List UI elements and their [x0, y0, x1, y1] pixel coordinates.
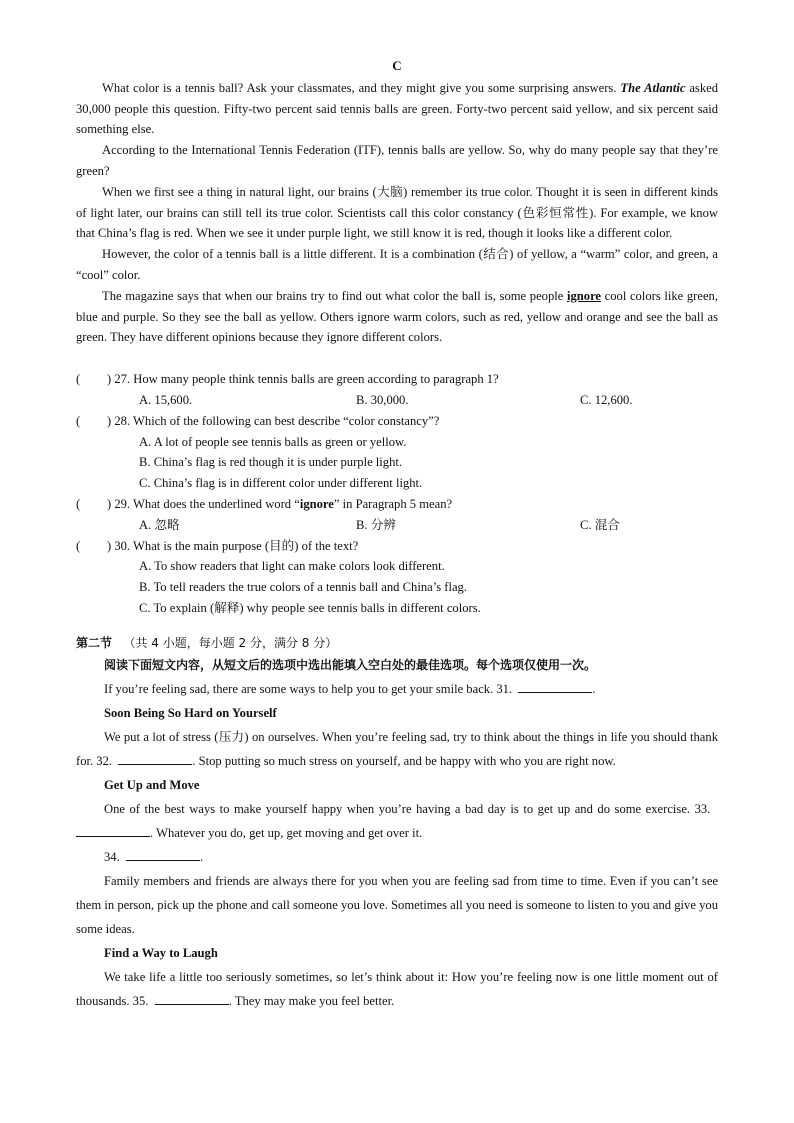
sub-paragraph-3: Family members and friends are always there for you when you are feeling sad from time to time. Even if you can’t see them in person, pick up the phone and call someone you love. Sometimes all you need is someone to listen to you and give you some ideas.	[76, 873, 718, 936]
section-2-title: 第二节	[76, 635, 113, 650]
option-c: C. China’s flag is in different color under different light.	[139, 476, 423, 491]
blank-34[interactable]	[126, 846, 200, 861]
answer-paren[interactable]: (	[76, 496, 81, 511]
sub-paragraph-2-text-b: . Whatever you do, get up, get moving and get over it.	[150, 825, 423, 840]
paragraph-5-text-a: The magazine says that when our brains try to find out what color the ball is, some people	[102, 288, 567, 303]
magazine-name: The Atlantic	[620, 80, 686, 95]
sub-paragraph-1-text-a: We put a lot of stress (压力) on ourselves. When you’re feeling sad, try to think about the things in life you should thank for. 32.	[76, 729, 718, 768]
sub-paragraph-1	[76, 725, 718, 773]
sub-paragraph-2-text-a: One of the best ways to make yourself happy when you’re having a bad day is to get up and do some exercise. 33.	[104, 801, 711, 816]
number-34: 34.	[104, 849, 120, 864]
sub-paragraph-4	[76, 965, 718, 1013]
sub-paragraph-4-text-b: . They may make you feel better.	[228, 993, 395, 1008]
intro-dot: .	[592, 681, 596, 696]
option-a: A. A lot of people see tennis balls as green or yellow.	[139, 434, 407, 449]
option-b: B. 30,000.	[356, 392, 409, 407]
question-29	[76, 494, 718, 515]
question-28	[76, 411, 718, 432]
paragraph-1-text-b: asked 30,000 people this question. Fifty-two percent said tennis balls are green. Forty-two percent said yellow, and six percent said something else.	[76, 80, 719, 137]
answer-paren[interactable]: (	[76, 538, 81, 553]
subheading-3: Find a Way to Laugh	[104, 945, 218, 960]
answer-paren[interactable]: (	[76, 372, 81, 387]
sub-paragraph-1-text-b: . Stop putting so much stress on yourself, and be happy with who you are right now.	[192, 753, 616, 768]
option-a: A. 忽略	[139, 517, 180, 532]
question-30	[76, 536, 718, 557]
question-29-text	[107, 494, 452, 515]
question-29-text-b: ” in Paragraph 5 mean?	[333, 496, 453, 511]
paragraph-5	[76, 286, 718, 348]
option-c: C. 12,600.	[580, 392, 633, 407]
section-2-instruction: 阅读下面短文内容，从短文后的选项中选出能填入空白处的最佳选项。每个选项仅使用一次。	[104, 657, 597, 672]
paragraph-3: When we first see a thing in natural light, our brains (大脑) remember its true color. Thought it is seen in different kinds of light later, our brains can still tell its true color. Scientists call this color constancy (色彩恒常性). For example, we know that China’s flag is red. When we see it under purple light, we still know it is red, though it looks like a different color.	[76, 184, 718, 241]
sub-paragraph-4-text-a: We take life a little too seriously sometimes, so let’s think about it: How you’re feeling now is one little moment out of thousands. 35.	[76, 969, 718, 1008]
question-27-text: ) 27. How many people think tennis balls are green according to paragraph 1?	[107, 372, 499, 387]
dot-34: .	[200, 849, 204, 864]
option-a: A. 15,600.	[139, 392, 193, 407]
question-29-word: ignore	[299, 496, 334, 511]
exam-page	[76, 56, 718, 1013]
question-27	[76, 369, 718, 390]
paragraph-1-text-a: What color is a tennis ball? Ask your classmates, and they might give you some surprising answers.	[102, 80, 621, 95]
blank-35[interactable]	[155, 990, 229, 1005]
intro-text: If you’re feeling sad, there are some ways to help you to get your smile back. 31.	[104, 681, 513, 696]
paragraph-4: However, the color of a tennis ball is a little different. It is a combination (结合) of yellow, a “warm” color, and green, a “cool” color.	[76, 247, 718, 282]
question-27-options	[76, 390, 718, 411]
blank-33[interactable]	[76, 822, 150, 837]
question-28-text: ) 28. Which of the following can best describe “color constancy”?	[107, 413, 440, 428]
paragraph-5-text-b: cool colors like green, blue and purple. So they see the ball as yellow. Others ignore warm colors, such as red, yellow and orange and see the ball as green. They have different opinions because they ignore different colors.	[76, 288, 718, 345]
question-30-text: ) 30. What is the main purpose (目的) of the text?	[107, 538, 359, 553]
subheading-1: Soon Being So Hard on Yourself	[104, 705, 277, 720]
subheading-2: Get Up and Move	[104, 777, 200, 792]
paragraph-1	[76, 78, 718, 140]
option-c: C. 混合	[580, 517, 620, 532]
question-29-options	[76, 515, 718, 536]
question-29-text-a: ) 29. What does the underlined word “	[107, 496, 300, 511]
underlined-word: ignore	[566, 288, 602, 303]
intro-paragraph	[76, 677, 718, 701]
option-b: B. To tell readers the true colors of a tennis ball and China’s flag.	[139, 580, 467, 595]
answer-paren[interactable]: (	[76, 413, 81, 428]
blank-32[interactable]	[118, 750, 192, 765]
passage-letter: C	[392, 58, 402, 73]
paragraph-2: According to the International Tennis Federation (ITF), tennis balls are yellow. So, why do many people say that they’re green?	[76, 143, 718, 178]
section-2-heading	[76, 633, 718, 655]
heading-34-line	[76, 845, 718, 869]
section-2-info: （共 4 小题，每小题 2 分，满分 8 分）	[123, 635, 338, 650]
sub-paragraph-2	[76, 797, 718, 845]
option-c: C. To explain (解释) why people see tennis balls in different colors.	[139, 600, 481, 615]
option-a: A. To show readers that light can make colors look different.	[139, 559, 445, 574]
option-b: B. 分辨	[356, 517, 396, 532]
blank-31[interactable]	[518, 678, 592, 693]
option-b: B. China’s flag is red though it is under purple light.	[139, 455, 403, 470]
